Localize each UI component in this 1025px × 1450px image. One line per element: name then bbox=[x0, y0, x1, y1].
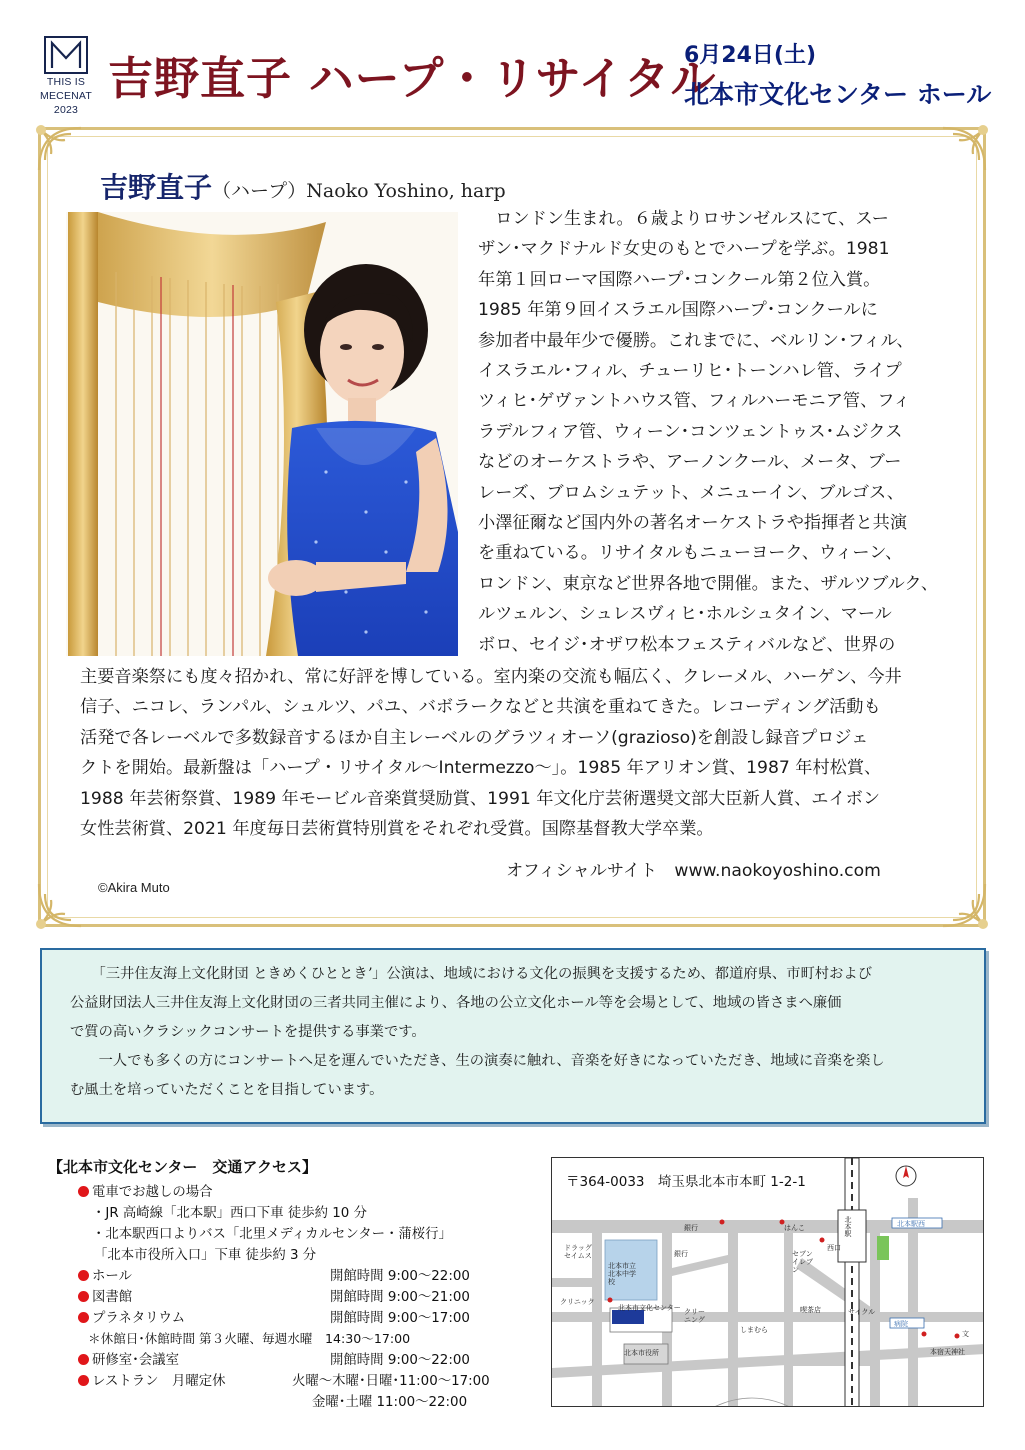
official-site-link[interactable]: オフィシャルサイト www.naokoyoshino.com bbox=[506, 861, 881, 881]
access-heading: 【北本市文化センター 交通アクセス】 bbox=[48, 1158, 317, 1176]
artist-photo bbox=[66, 212, 458, 656]
map-label-west-exit: 西口 bbox=[827, 1244, 841, 1252]
map-label-hanko: はんこ bbox=[784, 1224, 805, 1232]
photo-credit: ©Akira Muto bbox=[98, 880, 170, 895]
map-label-kissaten: 喫茶店 bbox=[800, 1306, 821, 1314]
bio-line: 女性芸術賞、2021 年度毎日芸術賞特別賞をそれぞれ受賞。国際基督教大学卒業。 bbox=[80, 819, 714, 840]
frame-corner-ornament bbox=[31, 120, 91, 180]
bio-line: 信子、ニコレ、ランパル、シュルツ、パユ、バボラークなどと共演を重ねてきた。レコーディング活動も bbox=[80, 697, 881, 718]
bio-line: 1985 年第９回イスラエル国際ハープ･コンクールに bbox=[478, 300, 878, 321]
bio-line: 参加者中最年少で優勝。これまでに、ベルリン･フィル、 bbox=[478, 330, 914, 351]
frame-corner-ornament bbox=[31, 874, 91, 934]
artist-role: （ハープ） bbox=[212, 180, 307, 202]
facility-hall: ホール 開館時間 9:00～22:00 bbox=[48, 1265, 488, 1286]
train-route: ・JR 高崎線「北本駅」西口下車 徒歩約 10 分 bbox=[92, 1206, 367, 1221]
bio-line: レーズ、ブロムシュテット、メニューイン、ブルゴス、 bbox=[478, 482, 904, 503]
bio-line: 年第１回ローマ国際ハープ･コンクール第２位入賞。 bbox=[478, 269, 881, 290]
foundation-paragraph-2 bbox=[70, 1047, 970, 1105]
logo-line-2: MECENAT bbox=[40, 90, 92, 102]
bio-line: 小澤征爾など国内外の著名オーケストラや指揮者と共演 bbox=[478, 513, 908, 534]
red-bullet-icon bbox=[78, 1312, 89, 1323]
bio-line: などのオーケストラや、アーノンクール、メータ、ブー bbox=[478, 452, 902, 473]
train-title: 電車でお越しの場合 bbox=[92, 1185, 213, 1200]
map-label-station: 北本駅 bbox=[844, 1216, 852, 1237]
map-address: 〒364-0033 埼玉県北本市本町 1-2-1 bbox=[566, 1174, 806, 1190]
red-bullet-icon bbox=[78, 1186, 89, 1197]
bio-line: ツィヒ･ゲヴァントハウス管、フィルハーモニア管、フィ bbox=[478, 391, 911, 412]
frame-corner-ornament bbox=[933, 874, 993, 934]
event-date: 6月24日(土) bbox=[684, 43, 817, 68]
red-bullet-icon bbox=[78, 1375, 89, 1386]
artist-name-en: Naoko Yoshino, harp bbox=[306, 180, 506, 202]
foundation-line: で質の高いクラシックコンサートを提供する事業です。 bbox=[70, 1024, 426, 1040]
bio-line: 活発で各レーベルで多数録音するほか自主レーベルのグラツィオーソ(grazioso)を創設し録音プロジェ bbox=[80, 727, 869, 748]
red-bullet-icon bbox=[78, 1291, 89, 1302]
bio-line: 主要音楽祭にも度々招かれ、常に好評を博している。室内楽の交流も幅広く、クレーメル、ハーゲン、今井 bbox=[80, 667, 902, 687]
facility-restaurant: レストラン 月曜定休 火曜～木曜･日曜･11:00～17:00 bbox=[48, 1370, 488, 1391]
map-label-shimamura: しまむら bbox=[740, 1326, 768, 1334]
facility-library: 図書館 開館時間 9:00～21:00 bbox=[48, 1286, 488, 1307]
logo-line-1: THIS IS bbox=[46, 76, 86, 88]
bio-line: を重ねている。リサイタルもニューヨーク、ウィーン、 bbox=[478, 543, 903, 564]
biography-full-width bbox=[80, 662, 970, 844]
bio-line: ボロ、セイジ･オザワ松本フェスティバルなど、世界の bbox=[478, 634, 896, 655]
bio-line: ザン･マクドナルド女史のもとでハープを学ぶ。1981 bbox=[478, 239, 890, 260]
red-bullet-icon bbox=[78, 1354, 89, 1365]
map-label-seven: セブンイレブン bbox=[792, 1250, 813, 1274]
artist-name-jp: 吉野直子 bbox=[100, 171, 213, 204]
map-label-cycle: サイクル bbox=[848, 1308, 876, 1316]
foundation-line: 一人でも多くの方にコンサートへ足を運んでいただき、生の演奏に触れ、音楽を好きになっていただき、地域に音楽を楽し bbox=[70, 1053, 885, 1069]
logo-line-3: 2023 bbox=[53, 104, 79, 116]
access-map bbox=[551, 1157, 984, 1407]
map-label-cleaning: クリーニング bbox=[684, 1308, 705, 1324]
bio-line: イスラエル･フィル、チューリヒ･トーンハレ管、ライプ bbox=[478, 361, 902, 382]
foundation-info-box bbox=[40, 948, 986, 1124]
bus-route: ・北本駅西口よりバス「北里メディカルセンター・蒲桜行」 bbox=[92, 1227, 452, 1242]
map-label-city-hall: 北本市役所 bbox=[624, 1349, 659, 1357]
map-label-road: 北本駅西 bbox=[897, 1220, 925, 1228]
page-title: 吉野直子 ハープ・リサイタル bbox=[108, 52, 717, 105]
frame-corner-ornament bbox=[933, 120, 993, 180]
biography-wrapped bbox=[478, 204, 960, 660]
bio-line: 1988 年芸術祭賞、1989 年モービル音楽賞奨励賞、1991 年文化庁芸術選奨文部大臣新人賞、エイボン bbox=[80, 788, 881, 809]
bio-line: ロンドン生まれ。６歳よりロサンゼルスにて、スー bbox=[478, 209, 889, 229]
mecenat-logo bbox=[40, 36, 92, 116]
foundation-paragraph-1 bbox=[70, 960, 970, 1047]
restaurant-hours-weekend: 金曜･土曜 11:00～22:00 bbox=[312, 1395, 468, 1410]
access-info bbox=[48, 1156, 488, 1412]
facility-planetarium: プラネタリウム 開館時間 9:00～17:00 bbox=[48, 1307, 488, 1328]
map-label-school-symbol: 文 bbox=[962, 1330, 969, 1338]
facility-meeting-rooms: 研修室･会議室 開館時間 9:00～22:00 bbox=[48, 1349, 488, 1370]
map-label-clinic: クリニック bbox=[560, 1298, 595, 1306]
train-section bbox=[48, 1181, 488, 1202]
event-venue: 北本市文化センター ホール bbox=[684, 80, 992, 109]
map-label-shrine: 本宿天神社 bbox=[930, 1348, 965, 1356]
mecenat-logo-mark bbox=[44, 36, 88, 74]
map-label-bank-2: 銀行 bbox=[674, 1250, 688, 1258]
artist-heading bbox=[100, 166, 506, 206]
bio-line: クトを開始。最新盤は「ハープ・リサイタル～Intermezzo～」。1985 年アリオン賞、1987 年村松賞、 bbox=[80, 758, 882, 779]
map-label-center: 北本市文化センター bbox=[618, 1304, 681, 1312]
map-label-school: 北本市立北本中学校 bbox=[608, 1262, 636, 1286]
bio-line: ルツェルン、シュレスヴィヒ･ホルシュタイン、マール bbox=[478, 604, 892, 625]
red-bullet-icon bbox=[78, 1270, 89, 1281]
foundation-line: 「三井住友海上文化財団 ときめくひとときʼ」公演は、地域における文化の振興を支援するため、都道府県、市町村および bbox=[70, 966, 872, 982]
map-label-drugstore: ドラッグセイムス bbox=[564, 1244, 592, 1260]
bio-line: ロンドン、東京など世界各地で開催。また、ザルツブルク、 bbox=[478, 573, 939, 594]
planetarium-note: ＊休館日･休館時間 第３火曜、毎週水曜 14:30～17:00 bbox=[88, 1331, 411, 1346]
bus-stop: 「北本市役所入口」下車 徒歩約 3 分 bbox=[94, 1248, 317, 1263]
bio-line: ラデルフィア管、ウィーン･コンツェントゥス･ムジクス bbox=[478, 421, 903, 442]
map-label-hospital: 病院 bbox=[894, 1320, 908, 1328]
foundation-line: 公益財団法人三井住友海上文化財団の三者共同主催により、各地の公立文化ホール等を会場として、地域の皆さまへ廉価 bbox=[70, 995, 842, 1011]
map-label-bank: 銀行 bbox=[684, 1224, 698, 1232]
foundation-line: む風土を培っていただくことを目指しています。 bbox=[70, 1082, 384, 1098]
